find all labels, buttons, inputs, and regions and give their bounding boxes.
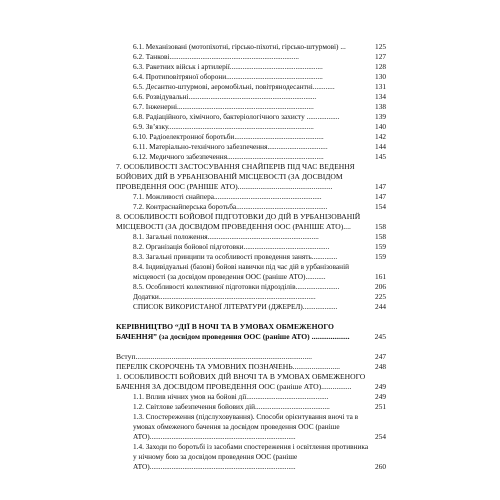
toc-entry-text: 8.3. Загальні принципи та особливості проведення занять.............. xyxy=(133,252,338,261)
toc-entry-page: 225 xyxy=(375,292,386,301)
toc-entry xyxy=(116,392,386,402)
toc-entry-text: 8.2. Організація бойової підготовки............................................... xyxy=(133,242,330,251)
toc-entry xyxy=(116,362,386,372)
toc-entry-page: 154 xyxy=(375,202,386,211)
toc-entry-text: ПЕРЕЛІК СКОРОЧЕНЬ ТА УМОВНИХ ПОЗНАЧЕНЬ......................... xyxy=(116,362,341,371)
toc-entry-page: 249 xyxy=(375,392,386,401)
toc-entry xyxy=(116,262,386,282)
toc-entry xyxy=(116,302,386,312)
toc-entry-text: 1. ОСОБЛИВОСТІ БОЙОВИХ ДІЙ ВНОЧІ ТА В УМОВАХ ОБМЕЖЕНОГО БАЧЕННЯ ЗА ДОСВІДОМ ПРОВЕДЕННЯ ООС (раніше АТО)................ xyxy=(116,372,366,391)
toc-entry-page: 247 xyxy=(375,352,386,361)
toc-entry-page: 128 xyxy=(375,62,386,71)
toc-entry xyxy=(116,112,386,122)
toc-entry-text: 8.4. Індивідуальні (базові) бойові навички під час дій в урбанізованій місцевості (за досвідом проведення ООС (раніше АТО)........... xyxy=(133,262,350,281)
toc-entry-text: 6.12. Медичного забезпечення..................................................... xyxy=(133,152,324,161)
section-heading xyxy=(116,322,386,342)
section-heading-page: 245 xyxy=(374,332,386,341)
toc-entry xyxy=(116,62,386,72)
toc-part-2 xyxy=(116,352,386,472)
toc-entry-text: 1.3. Спостереження (підслуховування). Способи орієнтування вночі та в умовах обмеженого бачення за досвідом проведення ООС (раніше АТО)................................................................................ xyxy=(133,412,359,441)
toc-entry-page: 161 xyxy=(375,272,386,281)
table-of-contents xyxy=(116,42,386,472)
toc-entry-text: 7.1. Можливості снайпера........................................................... xyxy=(133,192,322,201)
toc-entry xyxy=(116,442,386,472)
toc-entry-page: 206 xyxy=(375,282,386,291)
toc-part-1 xyxy=(116,42,386,312)
toc-entry xyxy=(116,402,386,412)
toc-entry xyxy=(116,352,386,362)
toc-entry xyxy=(116,82,386,92)
toc-entry-text: Вступ............................................................................................. xyxy=(116,352,313,361)
toc-entry xyxy=(116,292,386,302)
toc-entry xyxy=(116,132,386,142)
toc-entry-text: Додатки...................................................................................... xyxy=(133,292,316,301)
toc-entry xyxy=(116,232,386,242)
toc-entry-page: 134 xyxy=(375,92,386,101)
toc-entry-page: 159 xyxy=(375,252,386,261)
toc-entry xyxy=(116,252,386,262)
toc-entry-page: 142 xyxy=(375,132,386,141)
toc-entry-page: 130 xyxy=(375,72,386,81)
toc-entry xyxy=(116,162,386,192)
toc-entry-page: 254 xyxy=(375,432,386,441)
toc-entry-page: 244 xyxy=(375,302,386,311)
toc-entry-page: 125 xyxy=(375,42,386,51)
section-heading-text: КЕРІВНИЦТВО “ДІЇ В НОЧІ ТА В УМОВАХ ОБМЕЖЕНОГО БАЧЕННЯ” (за досвідом проведення ООС (раніше АТО) .................... xyxy=(116,322,350,341)
toc-entry-text: 8. ОСОБЛИВОСТІ БОЙОВОЇ ПІДГОТОВКИ ДО ДІЙ В УРБАНІЗОВАНІЙ МІСЦЕВОСТІ (ЗА ДОСВІДОМ ПРОВЕДЕННЯ ООС (РАНІШЕ АТО).... xyxy=(116,212,361,231)
toc-entry-page: 147 xyxy=(375,182,386,191)
toc-entry-text: 6.5. Десантно-штурмові, аеромобільні, повітрянодесантні............ xyxy=(133,82,335,91)
toc-entry-page: 251 xyxy=(375,402,386,411)
toc-entry xyxy=(116,42,386,52)
toc-entry-text: 6.8. Радіаційного, хімічного, бактеріологічного захисту .................. xyxy=(133,112,340,121)
toc-entry xyxy=(116,202,386,212)
toc-entry-page: 145 xyxy=(375,152,386,161)
toc-entry-page: 158 xyxy=(375,232,386,241)
toc-entry xyxy=(116,282,386,292)
toc-entry-text: 6.9. Зв’язку................................................................................ xyxy=(133,122,314,131)
toc-entry-text: 6.6. Розвідувальні...................................................................... xyxy=(133,92,317,101)
toc-entry-text: 6.2. Танкові....................................................................... xyxy=(133,52,300,61)
toc-entry xyxy=(116,72,386,82)
toc-entry-page: 260 xyxy=(375,462,386,471)
toc-entry-text: 7. ОСОБЛИВОСТІ ЗАСТОСУВАННЯ СНАЙПЕРІВ ПІД ЧАС ВЕДЕННЯ БОЙОВИХ ДІЙ В УРБАНІЗОВАНІЙ МІСЦЕВОСТІ (ЗА ДОСВІДОМ ПРОВЕДЕННЯ ООС (РАНІШЕ АТО).................................................. xyxy=(116,162,355,191)
toc-entry xyxy=(116,142,386,152)
toc-entry-page: 138 xyxy=(375,102,386,111)
toc-entry xyxy=(116,212,386,232)
toc-entry-page: 131 xyxy=(375,82,386,91)
toc-entry xyxy=(116,242,386,252)
toc-entry-page: 127 xyxy=(375,52,386,61)
toc-entry-text: 6.11. Матеріально-технічного забезпечення................................. xyxy=(133,142,328,151)
toc-entry-text: СПИСОК ВИКОРИСТАНОЇ ЛІТЕРАТУРИ (ДЖЕРЕЛ)................... xyxy=(133,302,338,311)
toc-entry-text: 6.3. Ракетних військ і артилерії................................................... xyxy=(133,62,323,71)
toc-entry-page: 159 xyxy=(375,242,386,251)
toc-entry-text: 8.1. Загальні положення............................................................. xyxy=(133,232,319,241)
toc-entry-text: 1.4. Заходи по боротьбі із засобами спостереження і освітлення противника у нічному бою за досвідом проведення ООС (раніше АТО)................................................................................ xyxy=(133,442,369,471)
toc-entry xyxy=(116,192,386,202)
toc-entry-text: 1.2. Світлове забезпечення бойових дій......................................... xyxy=(133,402,330,411)
toc-entry xyxy=(116,92,386,102)
toc-entry-text: 6.7. Інженерні........................................................................... xyxy=(133,102,314,111)
toc-entry xyxy=(116,122,386,132)
toc-entry-page: 140 xyxy=(375,122,386,131)
toc-entry-text: 6.1. Механізовані (мотопіхотні, гірсько-піхотні, гірсько-штурмові) ... xyxy=(133,42,346,51)
toc-entry-text: 1.1. Вплив нічних умов на бойові дії............................................. xyxy=(133,392,329,401)
toc-entry xyxy=(116,372,386,392)
toc-entry-page: 158 xyxy=(375,222,386,231)
toc-entry-text: 6.10. Радіоелектронної боротьби................................................. xyxy=(133,132,324,141)
toc-entry-page: 147 xyxy=(375,192,386,201)
toc-entry-page: 139 xyxy=(375,112,386,121)
toc-entry-page: 249 xyxy=(375,382,386,391)
toc-entry xyxy=(116,152,386,162)
toc-entry xyxy=(116,52,386,62)
toc-entry xyxy=(116,102,386,112)
toc-entry-text: 7.2. Контраснайперська боротьба.................................................. xyxy=(133,202,328,211)
toc-entry-page: 144 xyxy=(375,142,386,151)
toc-entry-text: 8.5. Особливості колективної підготовки підрозділів........................ xyxy=(133,282,340,291)
toc-entry-text: 6.4. Протиповітряної оборони..................................................... xyxy=(133,72,323,81)
toc-entry xyxy=(116,412,386,442)
toc-entry-page: 248 xyxy=(375,362,386,371)
